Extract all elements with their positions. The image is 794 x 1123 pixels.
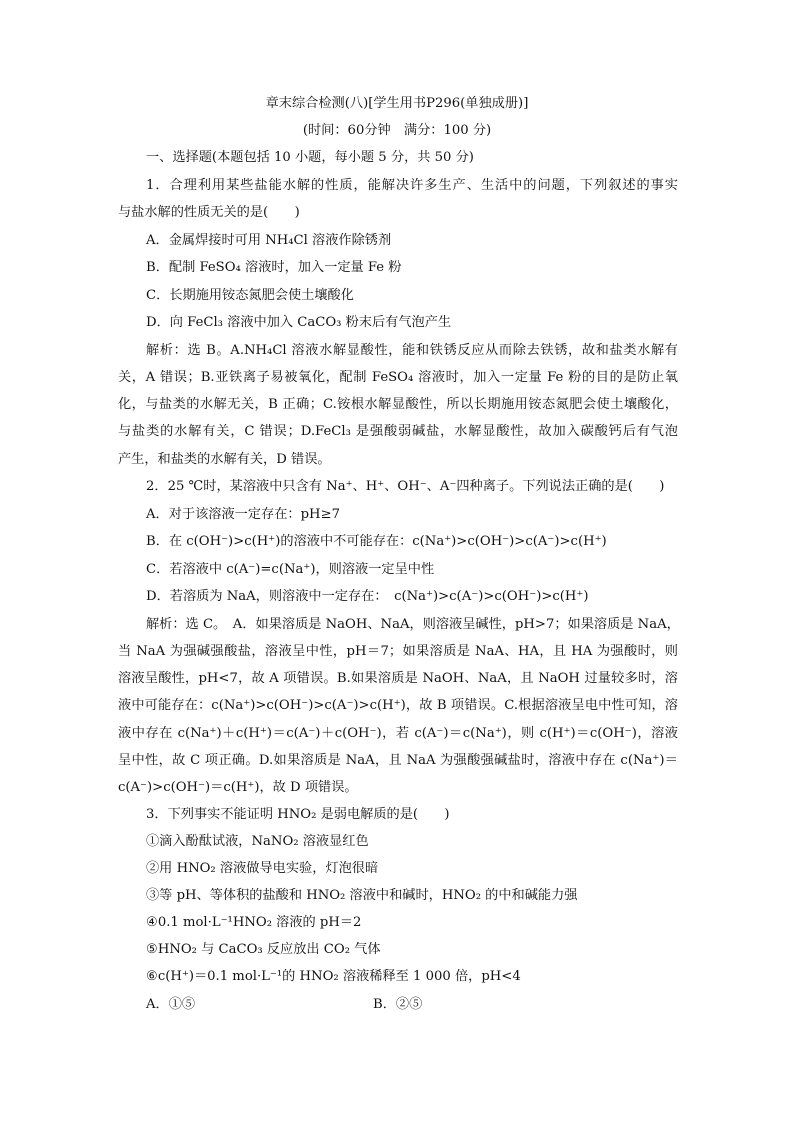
- q2-explanation-line-6: 呈中性，故 C 项正确。D.如果溶质是 NaA，且 NaA 为强酸强碱盐时，溶液中存在 c(Na⁺)＝: [118, 753, 678, 768]
- q3-item-5: ⑤HNO₂ 与 CaCO₃ 反应放出 CO₂ 气体: [146, 942, 381, 957]
- q2-explanation-line-7: c(A⁻)>c(OH⁻)＝c(H⁺)，故 D 项错误。: [118, 780, 358, 795]
- q2-explanation-line-2: 当 NaA 为强碱强酸盐，溶液呈中性，pH＝7；如果溶质是 NaA、HA，且 HA 为强酸时，则: [118, 644, 678, 659]
- page-subtitle: (时间：60分钟 满分：100 分): [302, 123, 492, 138]
- q1-option-b: B．配制 FeSO₄ 溶液时，加入一定量 Fe 粉: [146, 260, 402, 275]
- q2-option-c: C．若溶液中 c(A⁻)=c(Na⁺)，则溶液一定呈中性: [146, 562, 435, 577]
- q1-option-c: C．长期施用铵态氮肥会使土壤酸化: [146, 288, 354, 303]
- q1-explanation-line-5: 产生，和盐类的水解有关，D 错误。: [118, 452, 331, 467]
- q3-stem: 3．下列事实不能证明 HNO₂ 是弱电解质的是( ): [146, 807, 450, 822]
- q3-option-a: A．①⑤: [146, 997, 196, 1012]
- q2-explanation-line-4: 液中可能存在：c(Na⁺)>c(OH⁻)>c(A⁻)>c(H⁺)，故 B 项错误。C.根据溶液呈电中性可知，溶: [118, 698, 678, 713]
- q3-item-6: ⑥c(H⁺)＝0.1 mol·L⁻¹的 HNO₂ 溶液稀释至 1 000 倍，pH<4: [146, 969, 521, 984]
- q2-option-b: B．在 c(OH⁻)>c(H⁺)的溶液中不可能存在：c(Na⁺)>c(OH⁻)>c(A⁻)>c(H⁺): [146, 534, 607, 549]
- q1-stem-line-2: 与盐水解的性质无关的是( ): [118, 205, 300, 220]
- q3-item-2: ②用 HNO₂ 溶液做导电实验，灯泡很暗: [146, 861, 379, 876]
- q2-explanation-line-5: 液中存在 c(Na⁺)＋c(H⁺)＝c(A⁻)＋c(OH⁻)，若 c(A⁻)＝c(Na⁺)，则 c(H⁺)＝c(OH⁻)，溶液: [118, 726, 678, 741]
- page-title: 章末综合检测(八)[学生用书P296(单独成册)]: [265, 96, 529, 111]
- q1-explanation-line-4: 与盐类的水解有关，C 错误；D.FeCl₃ 是强酸弱碱盐，水解显酸性，故加入碳酸钙后有气泡: [118, 424, 678, 439]
- section-heading: 一、选择题(本题包括 10 小题，每小题 5 分，共 50 分): [146, 150, 474, 165]
- q1-explanation-line-3: 化，与盐类的水解无关，B 正确；C.铵根水解显酸性，所以长期施用铵态氮肥会使土壤酸化，: [118, 397, 678, 412]
- q1-explanation-line-2: 关，A 错误；B.亚铁离子易被氧化，配制 FeSO₄ 溶液时，加入一定量 Fe 粉的目的是防止氧: [118, 370, 678, 385]
- q2-stem: 2．25 ℃时，某溶液中只含有 Na⁺、H⁺、OH⁻、A⁻四种离子。下列说法正确的是( ): [146, 479, 665, 494]
- q1-option-a: A．金属焊接时可用 NH₄Cl 溶液作除锈剂: [146, 233, 392, 248]
- q3-item-3: ③等 pH、等体积的盐酸和 HNO₂ 溶液中和碱时，HNO₂ 的中和碱能力强: [146, 888, 578, 903]
- q1-stem-line-1: 1．合理利用某些盐能水解的性质，能解决许多生产、生活中的问题，下列叙述的事实: [146, 178, 678, 193]
- q1-explanation-line-1: 解析：选 B。A.NH₄Cl 溶液水解显酸性，能和铁锈反应从而除去铁锈，故和盐类水解有: [146, 343, 678, 358]
- q2-explanation-line-3: 溶液呈酸性，pH<7，故 A 项错误。B.如果溶质是 NaOH、NaA，且 NaOH 过量较多时，溶: [118, 671, 678, 686]
- q3-item-4: ④0.1 mol·L⁻¹HNO₂ 溶液的 pH＝2: [146, 915, 362, 930]
- q2-option-d: D．若溶质为 NaA，则溶液中一定存在： c(Na⁺)>c(A⁻)>c(OH⁻)>c(H⁺): [146, 589, 589, 604]
- q3-option-b: B．②⑤: [373, 997, 423, 1012]
- q2-explanation-line-1: 解析：选 C。 A．如果溶质是 NaOH、NaA，则溶液呈碱性，pH>7；如果溶质是 NaA，: [146, 617, 680, 632]
- q2-option-a: A．对于该溶液一定存在：pH≥7: [146, 507, 340, 522]
- q1-option-d: D．向 FeCl₃ 溶液中加入 CaCO₃ 粉末后有气泡产生: [146, 315, 452, 330]
- q3-item-1: ①滴入酚酞试液，NaNO₂ 溶液显红色: [146, 834, 369, 849]
